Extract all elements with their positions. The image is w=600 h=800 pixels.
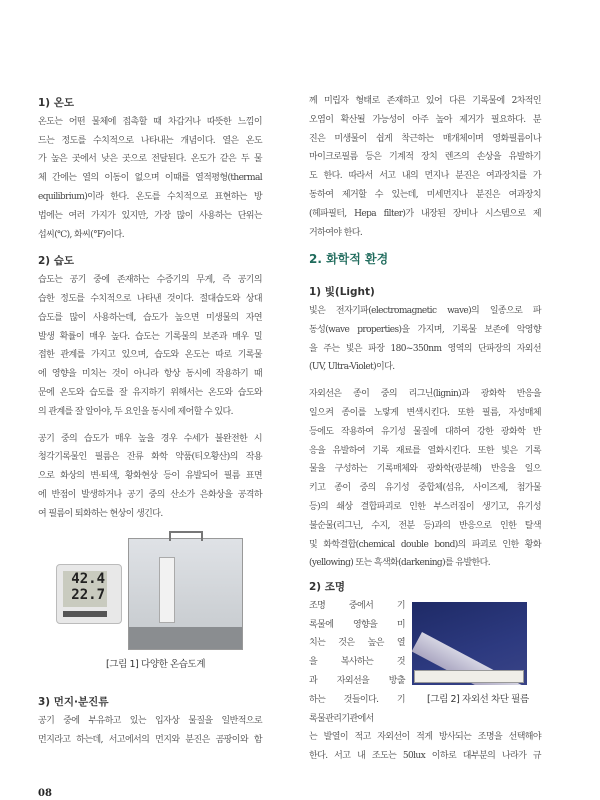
spacer (309, 242, 541, 250)
section-heading: 2. 화학적 환경 (309, 252, 389, 267)
paragraph (309, 385, 541, 573)
text-line: 록물에 영향을 미 (309, 619, 405, 630)
text-line: 한다. 서고 내 조도는 50lux 이하로 대부분의 나라가 규 (309, 751, 541, 762)
text-line: 일으켜 종이를 노랗게 변색시킨다. 또한 필름, 자성매체 (309, 407, 541, 418)
text-line: 섭씨(℃), 화씨(°F)이다. (38, 229, 125, 240)
text-line: 동성(wave properties)을 가지며, 기록물 보존에 악영향 (309, 324, 541, 335)
text-line: 께 미립자 형태로 존재하고 있어 다른 기록물에 2차적인 (309, 96, 541, 106)
text-line: 온도는 어떤 물체에 접촉할 때 차갑거나 따뜻한 느낌이 (38, 116, 262, 127)
paragraph (38, 712, 262, 750)
text-line: 물을 구성하는 기록매체와 광화학(광분해) 반응을 일으 (309, 464, 541, 475)
text-line: 불순물(리그닌, 수지, 전분 등)과의 반응으로 인한 탈색 (309, 520, 541, 531)
text-line: 에 반점이 발생하거나 공기 중의 산소가 은화상을 공격하 (38, 489, 262, 500)
text-line: 을 복사하는 것 (309, 657, 405, 668)
text-line: 을 주는 빛은 파장 180~350nm 영역의 단파장의 자외선 (309, 343, 541, 354)
text-line: (헤파필터, Hepa filter)가 내장된 장비나 시스템으로 제 (309, 208, 541, 219)
paragraph (309, 302, 541, 377)
paragraph (38, 430, 262, 524)
text-line: 과 자외선을 방출 (309, 675, 405, 686)
text-line: 의 관계를 잘 알아야, 두 요인을 동시에 제어할 수 있다. (38, 406, 233, 417)
right-column (309, 92, 541, 573)
figure-2-caption: [그림 2] 자외선 차단 필름 (427, 694, 529, 705)
text-line: 체 간에는 열의 이동이 없으며 이때를 열적평형(thermal (38, 173, 262, 184)
text-line: 여 필름이 퇴화하는 현상이 생긴다. (38, 508, 163, 519)
text-line: 등에도 작용하여 유기성 물질에 대하여 강한 광화학 반 (309, 426, 541, 437)
text-line: 자외선은 종이 중의 리그닌(lignin)과 광화학 반응을 (309, 389, 541, 400)
text-line: 법에는 여러 가지가 있지만, 가장 많이 사용하는 단위는 (38, 210, 262, 221)
text-line: 빛은 전자기파(electromagnetic wave)의 일종으로 파 (309, 305, 541, 316)
spacer (309, 269, 541, 283)
left-column (38, 94, 262, 524)
page-number: 08 (38, 788, 52, 799)
section-heading: 3) 먼지·분진류 (38, 696, 109, 708)
section-heading: 2) 조명 (309, 581, 346, 593)
left-column-bottom (38, 693, 262, 749)
text-line: 오염이 확산될 가능성이 아주 높아 제거가 필요하다. 분 (309, 114, 541, 125)
humidity-readout: 42.4 (71, 571, 105, 587)
text-line: 조명 중에서 기 (309, 600, 405, 611)
text-line: 하는 것들이다. 기 (309, 694, 405, 705)
text-line: 습한 정도를 수치적으로 나타낸 것이다. 절대습도와 상대 (38, 293, 262, 304)
text-line: 마이크로필름 등은 기계적 장치 렌즈의 손상을 유발하기 (309, 152, 541, 163)
text-line: 등)의 쇄상 결합파괴로 인한 부스러짐이 생기고, 유기성 (309, 501, 541, 512)
text-line: (yellowing) 또는 흑색화(darkening)를 유발한다. (309, 558, 490, 569)
text-line: 공기 중에 부유하고 있는 입자상 물질을 일반적으로 (38, 715, 262, 726)
uv-film-image (412, 602, 527, 685)
text-line: 가 높은 곳에서 낮은 곳으로 전달된다. 온도가 같은 두 물 (38, 154, 262, 165)
text-line: 청각기록물인 필름은 잔류 화학 약품(티오황산)의 작용 (38, 452, 262, 463)
hygrothermograph-image (128, 538, 243, 650)
text-line: 응을 유발하여 기록 재료를 열화시킨다. 또한 빛은 기록 (309, 445, 541, 456)
figure-1-caption: [그림 1] 다양한 온습도계 (106, 659, 206, 670)
text-line: 진은 미생물이 쉽게 착근하는 매개체이며 영화필름이나 (309, 133, 541, 144)
text-line: 동하여 제거할 수 있는데, 미세먼지나 분진은 여과장치 (309, 189, 541, 200)
text-line: 습도는 공기 중에 존재하는 수증기의 무게, 즉 공기의 (38, 275, 262, 286)
text-line: 도 한다. 따라서 서고 내의 먼지나 분진은 여과장치를 가 (309, 171, 541, 182)
text-line: 거하여야 한다. (309, 227, 363, 238)
text-line: equilibrium)이라 한다. 온도를 수치적으로 표현하는 방 (38, 191, 262, 202)
spacer (38, 244, 262, 252)
text-line: 습도를 많이 사용하는데, 습도가 높으면 미생물의 자연 (38, 312, 262, 323)
text-line: 및 화학결합(chemical double bond)의 파괴로 인한 황화 (309, 539, 541, 550)
text-line: 접한 관계를 가지고 있으며, 습도와 온도는 따로 기록물 (38, 350, 262, 361)
text-line: 으로 화상의 변·퇴색, 황화현상 등이 유발되어 필름 표면 (38, 471, 262, 482)
section-heading: 1) 빛(Light) (309, 286, 375, 299)
paragraph (38, 271, 262, 421)
figure-thermo-hygrometers (56, 528, 241, 652)
spacer (309, 377, 541, 385)
text-line: 는 발열이 적고 자외선이 적게 방사되는 조명을 선택해야 (309, 732, 541, 743)
digital-hygrometer-image (56, 564, 122, 624)
text-line: 치는 것은 높은 열 (309, 638, 405, 649)
text-line: 먼지라고 하는데, 서고에서의 먼지와 분진은 곰팡이와 함 (38, 734, 262, 745)
text-line: 에 영향을 미치는 것이 아니라 항상 동시에 작용하기 때 (38, 369, 262, 380)
section-heading: 2) 습도 (38, 255, 75, 268)
paragraph (309, 92, 541, 242)
section-heading: 1) 온도 (38, 97, 75, 109)
paragraph (38, 113, 262, 245)
text-line: 문에 온도와 습도를 잘 유지하기 위해서는 온도와 습도와 (38, 387, 262, 398)
text-line: (UV, Ultra-Violet)이다. (309, 362, 395, 373)
text-line: 드는 정도를 수치적으로 나타내는 개념이다. 열은 온도 (38, 135, 262, 146)
text-line: 발생 확률이 매우 높다. 습도는 기록물의 보존과 매우 밀 (38, 331, 262, 342)
spacer (38, 422, 262, 430)
temperature-readout: 22.7 (71, 587, 105, 603)
text-line: 공기 중의 습도가 매우 높을 경우 수세가 불완전한 시 (38, 433, 262, 444)
text-line: 키고 종이 중의 유기성 중합체(섬유, 사이즈제, 첨가물 (309, 483, 541, 494)
text-line: 록물관리기관에서 (309, 713, 374, 724)
